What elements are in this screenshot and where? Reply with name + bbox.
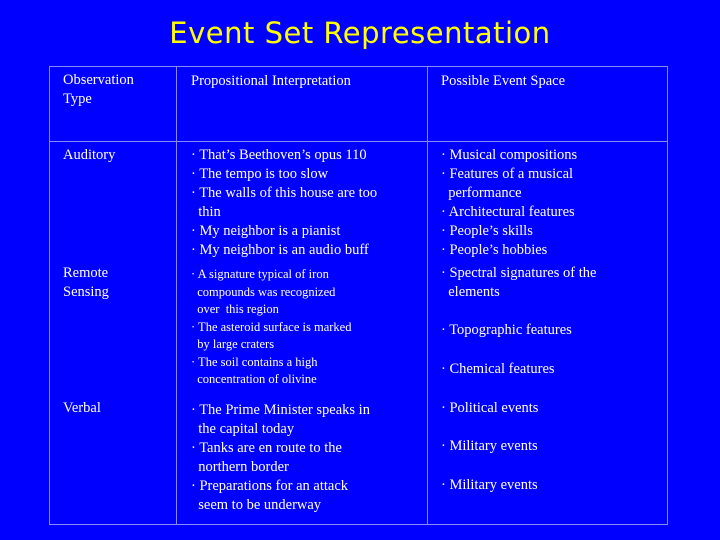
row-verbal-event-space-3: · Military events [441, 477, 538, 493]
row-auditory-event-space: · Musical compositions · Features of a musical performance · Architectural features · People’s skills · People’s hobbies [441, 147, 578, 258]
column-divider-2 [427, 66, 428, 525]
event-set-table [49, 66, 668, 525]
header-divider [49, 141, 668, 142]
slide-title: Event Set Representation [169, 16, 551, 50]
row-remote-sensing-type: Remote Sensing [63, 265, 109, 300]
row-auditory-type: Auditory [63, 147, 116, 163]
table-border-left [49, 66, 50, 525]
table-border-right [667, 66, 668, 525]
table-border-bottom [49, 524, 668, 525]
row-verbal-interpretation: · The Prime Minister speaks in the capital today · Tanks are en route to the northern border · Preparations for an attack seem to be underway [191, 402, 370, 513]
row-verbal-event-space-2: · Military events [441, 438, 538, 454]
header-propositional-interpretation: Propositional Interpretation [191, 73, 351, 89]
column-divider-1 [176, 66, 177, 525]
row-remote-sensing-interpretation: · A signature typical of iron compounds was recognized over this region · The asteroid surface is marked by large craters · The soil contains a high concentration of olivine [191, 267, 352, 386]
row-remote-sensing-event-space-2: · Topographic features [441, 322, 572, 338]
row-auditory-interpretation: · That’s Beethoven’s opus 110 · The tempo is too slow · The walls of this house are too thin · My neighbor is a pianist · My neighbor is an audio buff [191, 147, 378, 258]
row-verbal-type: Verbal [63, 400, 101, 416]
row-verbal-event-space-1: · Political events [441, 400, 539, 416]
table-border-top [49, 66, 668, 67]
header-observation-type: Observation Type [63, 72, 134, 107]
row-remote-sensing-event-space-3: · Chemical features [441, 361, 555, 377]
row-remote-sensing-event-space-1: · Spectral signatures of the elements [441, 265, 597, 300]
header-possible-event-space: Possible Event Space [441, 73, 566, 89]
